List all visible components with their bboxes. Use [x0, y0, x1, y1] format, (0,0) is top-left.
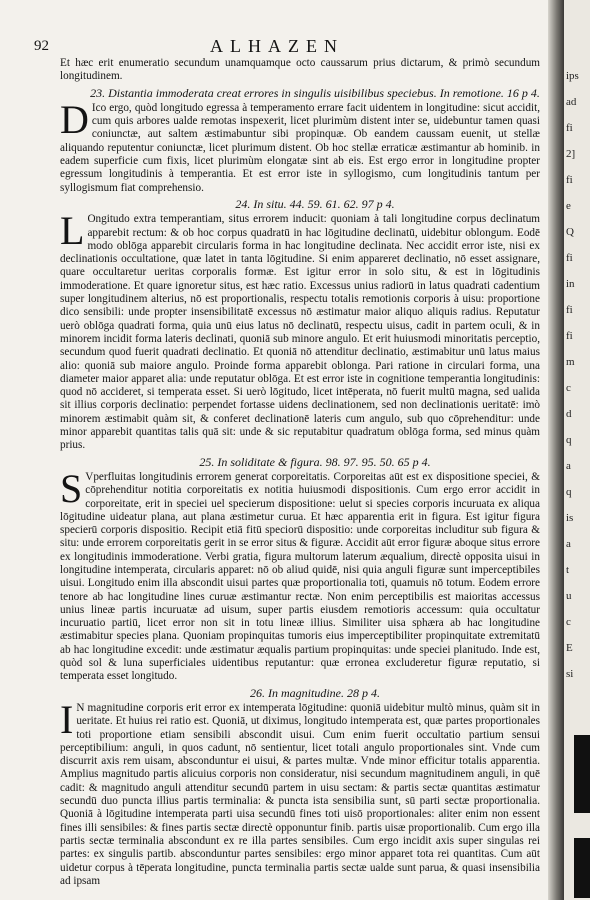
next-page-fragment: fi	[566, 122, 573, 134]
section-text: Ongitudo extra temperantiam, situs errorem inducit: quoniam à tali longitudine corpus declinatum apparebit rectum: & ob hoc corpus quadratū in hac lōgitudine declinatū, uidebitur oblongum. Eodē modo oblōga apparebit circularis forma in hac longitudine declinata. Nec accidit error iste, nisi ex declinationis occultatione, quæ latet in tanta lōgitudine. Si enim appareret declinatio, nō esset assignare, quare occultaretur ueritas corporalis formæ. Est igitur error in solo situ, & est in lōgitudinis immoderatione. Et quare ignoretur situs, est hæc ratio. Excessus unius radiorū in latus quadrati cadentium super longitudinem alterius, nō est proportionalis, respectu totalis remotionis corporis à uisu: proportione dico sensibili: unde propter insensibilitatē excessus nō æstimatur maior aliquo aliquis radius. Reputatur uerò oblōga quadrati forma, quia unū eius latus nō declinatū, respectu uisus, cadit in partem oculi, & in minorem incidit forma lateris declinati, quoniā sub minore angulo. Et erit huiusmodi minoritatis perceptio, secundum quod fuerit quadrati declinatio. Et quoniā nō attenditur declinatio, æstimabitur unū latus maius alio: quoniā sub maiore angulo. Proinde forma apparebit oblonga. Pari ratione in circulari forma, una diameter maior apparet alia: unde reputatur oblōga. Et est error iste in cognitione temperantia longitudinis: quod nō accideret, si temperata esset. Si uerò lōgitudo, licet intēperata, nō fuerit multū magna, sed ualida sit illius corporis declinatio: perpendet fortasse uidens declinationem, sed non declinationis ueritatē: imò minorem æstimabit quàm sit, & conferet declinationē lateris cum angulo, sub quo cōprehenditur: unde minor apparebit quantitas talis quā sit: unde & sic reputabitur quadratum oblōga forma, sed minus quàm prius.	[60, 213, 540, 452]
next-page-fragment: in	[566, 278, 575, 290]
next-page-fragment: fi	[566, 252, 573, 264]
next-page-fragment: E	[566, 642, 573, 654]
dropcap: S	[60, 465, 83, 511]
section-text: Vperfluitas longitudinis errorem generat corporeitatis. Corporeitas aūt est ex dispositione speciei, & cōprehenditur notitia corporeitatis ex notitia huiusmodi dispositionis. Cum ergo error accidit in corporeitate, erit in speciei uel specierum dispositione: uelut si species corporis incuruata ex aliqua lōgitudine uideatur plana, aut plana æstimetur curua. Et hæc apparentia erit in figura. Est igitur figura specierū corporis dispositio. Recipit etiā fitū speciorū dispositio: unde corporeitas includitur sub figura & situ: unde errorem corporeitatis gerit in se error situs & figuræ. Accidit aūt error figuræ aboque situs errore ex longitudinis immoderatione. Verbi gratia, figura multorum laterum æqualium, directè opposita uisui in longitudine intemperata, circularis apparet: nō ob aliud quidē, nisi quia anguli figuræ sunt imperceptibiles uisui. Longitudo enim illa abscondit uisui partes quæ proportionalia toti, quamuis nō totum. Eodem errore tenore ab hac longitudine lines curuæ æstimantur rectæ. Non enim perceptibilis est maioritas accessus unius lineæ partis incuruatæ ad uisum, super partis eiusdem remotioris accessum: quia occultatur incuruatio partiū, licet error non sit in totu lineæ illius. Similiter uisa sphæra ab hac longitudine æstimabitur species plana. Quoniam propinquitas tumoris eius imperceptibiliter propinquitate extremitatū ab hac longitudine excedit: unde æstimatur æqualis partium propinquitas: unde speciei planitudo. Inde est, quòd sol & luna superficiales uidentibus reputantur: quæ erronea excluderetur figuræ reputatio, si temperata esset longitudo.	[60, 470, 540, 683]
next-page-fragment: ad	[566, 96, 577, 108]
next-page-fragment: c	[566, 382, 571, 394]
section-23-body	[60, 96, 540, 195]
dropcap: D	[60, 96, 89, 142]
running-head: ALHAZEN	[210, 36, 344, 56]
next-page-fragment: ips	[566, 70, 579, 82]
page-number: 92	[34, 38, 49, 54]
next-page-fragment: si	[566, 668, 574, 680]
book-gutter	[548, 0, 564, 900]
section-24-body	[60, 208, 540, 452]
dropcap-fragment	[574, 735, 590, 813]
next-page-fragment: u	[566, 590, 572, 602]
section-25-body	[60, 465, 540, 684]
section-23-title: 23. Distantia immoderata creat errores in singulis uisibilibus speciebus. In remotione. 16 p 4.	[90, 85, 540, 100]
next-page-fragment: e	[566, 200, 571, 212]
next-page-fragment: a	[566, 460, 571, 472]
page-header	[34, 38, 544, 58]
section-24-title: 24. In situ. 44. 59. 61. 62. 97 p 4.	[235, 196, 395, 211]
dropcap: L	[60, 208, 85, 254]
page-text	[60, 57, 540, 888]
next-page-fragment: d	[566, 408, 572, 420]
next-page-edge	[564, 0, 590, 900]
section-26-body	[60, 696, 540, 888]
next-page-fragment: 2]	[566, 148, 576, 160]
section-text: Ico ergo, quòd longitudo egressa à temperamento errare facit uidentem in longitudine: sicut accidit, cum quis arbores ualde remotas inspexerit, licet plurimùm distent inter se, uidebuntur tamen quasi coniunctæ, aut saltem æstimabuntur sibi propinquæ. Ob eandem caussam euenit, ut stellæ aliquando reputentur coniunctæ, licet plurimum distent. Ob hoc stellæ erraticæ æstimantur ab hominib. in eadem superficie cum fixis, licet plurimùm elongatæ sint ab eis. Est ergo error in longitudine propter egressum longitudinis à temperantia. Et est error iste in syllogismo, cum longitudinis tantum per syllogismum fiat comprehensio.	[60, 101, 540, 194]
dropcap: I	[60, 696, 74, 742]
next-page-fragment: a	[566, 538, 571, 550]
next-page-fragment: fi	[566, 304, 573, 316]
section-25-title: 25. In soliditate & figura. 98. 97. 95. 50. 65 p 4.	[199, 454, 431, 469]
next-page-fragment: is	[566, 512, 574, 524]
section-text: N magnitudine corporis erit error ex intemperata lōgitudine: quoniā uidebitur multò minus, quàm sit in ueritate. Et huius rei ratio est. Quoniā, ut diximus, longitudo intemperata est, quæ partes proportionales toti proportione etiam sensibili abscondit uisui. Cum enim fuerit occultatio partium sensui perceptibilium: anguli, in quos cadunt, nō sentientur, licet totali angulo proportionales sint. Vnde cum discurrit axis rem uisam, absconduntur ei uisui, & partes multæ. Vnde minor efficitur totalis apparentia. Amplius magnitudo partis alicuius corporis non consideratur, nisi secundum magnitudinem anguli, in quē cadit: & magnitudo anguli attenditur secundū partem in uisu sectam: & partis sectæ quantitas æstimatur secundū duo puncta illius partis terminalia: & puncta ista sensibilia sunt, sū parti sectæ proportionalia. Quoniā à lōgitudine intemperata parti uisa secundū fines toti uisō proportionales: aliter enim non essent fines illi sensibiles: & fines partis sectæ directè opponuntur finib. partis uisæ proportionalib. Cum ergo illa partis sectæ terminalia abscondunt ex re illa partes sensibiles. Cum ergo incidit axis super singulas rei partes: ex singulis partib. absconduntur partes sensibiles: ergo minor apparet tota rei quantitas. Cum aūt uidetur corpus à tēperata longitudine, puncta terminalia partis sectæ ualde sunt parua, & quasi insensibilia ad ipsam	[60, 701, 540, 887]
next-page-fragment: t	[566, 564, 570, 576]
next-page-fragment: q	[566, 486, 572, 498]
intro-paragraph: Et hæc erit enumeratio secundum unamquamque octo caussarum prius dictarum, & primò secundum longitudinem.	[60, 57, 540, 83]
next-page-fragment: fi	[566, 330, 573, 342]
next-page-fragment: m	[566, 356, 575, 368]
next-page-fragment: Q	[566, 226, 574, 238]
dropcap-fragment	[574, 838, 590, 898]
section-26-title: 26. In magnitudine. 28 p 4.	[250, 685, 380, 700]
next-page-fragment: fi	[566, 174, 573, 186]
next-page-fragment: q	[566, 434, 572, 446]
next-page-fragment: c	[566, 616, 571, 628]
